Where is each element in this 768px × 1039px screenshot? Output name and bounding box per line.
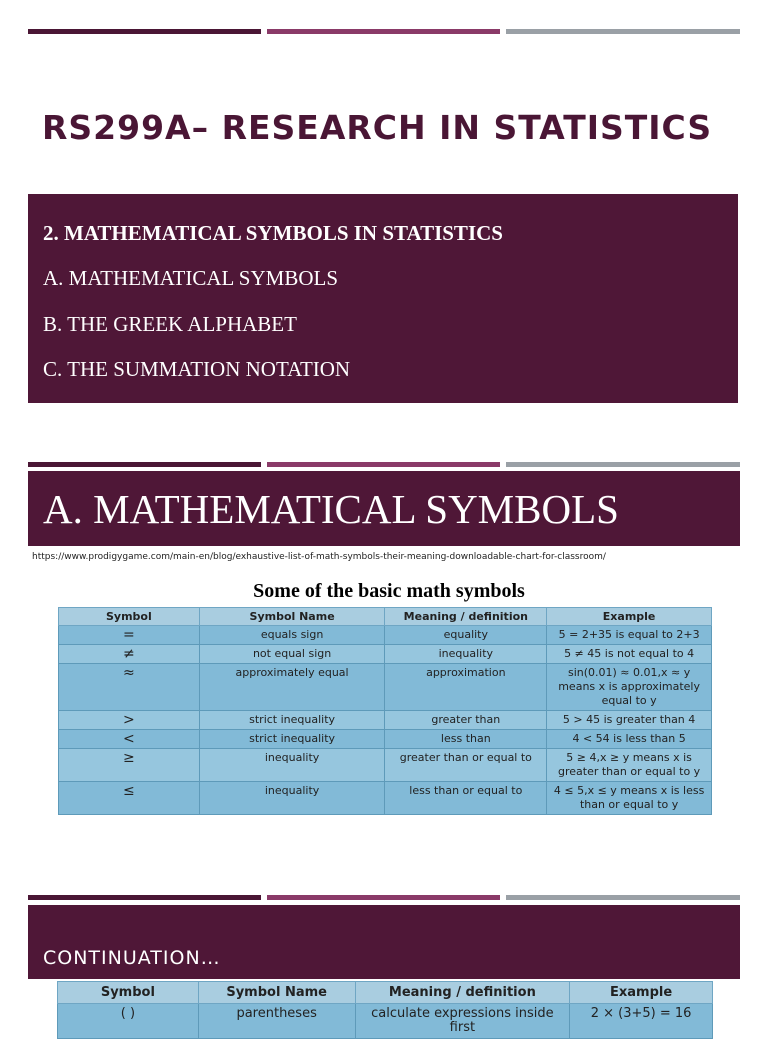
cell-symbol: > xyxy=(59,711,200,730)
table-row xyxy=(59,782,712,815)
outline-item: A. MATHEMATICAL SYMBOLS xyxy=(43,266,338,290)
cell-symbol-name: inequality xyxy=(199,749,385,782)
header-example: Example xyxy=(547,608,712,626)
cell-symbol-name: inequality xyxy=(199,782,385,815)
header-meaning: Meaning / definition xyxy=(385,608,547,626)
slide2-title-banner xyxy=(28,471,740,546)
header-symbol-name: Symbol Name xyxy=(198,982,355,1004)
cell-symbol: ≤ xyxy=(59,782,200,815)
cell-symbol: ≠ xyxy=(59,645,200,664)
cell-symbol: < xyxy=(59,730,200,749)
cell-meaning: equality xyxy=(385,626,547,645)
table-row xyxy=(59,626,712,645)
outline-item: B. THE GREEK ALPHABET xyxy=(43,312,297,336)
cell-symbol: ( ) xyxy=(58,1004,199,1039)
cell-example: 5 > 45 is greater than 4 xyxy=(547,711,712,730)
top-stripe-mid xyxy=(267,29,500,34)
cell-meaning: less than xyxy=(385,730,547,749)
cell-example: 4 ≤ 5,x ≤ y means x is less than or equal to y xyxy=(547,782,712,815)
outline-box xyxy=(28,194,738,403)
cell-symbol-name: strict inequality xyxy=(199,730,385,749)
slide2-stripe-dark xyxy=(28,462,261,467)
slide2-title: A. MATHEMATICAL SYMBOLS xyxy=(43,486,619,532)
cell-symbol-name: not equal sign xyxy=(199,645,385,664)
header-symbol: Symbol xyxy=(58,982,199,1004)
outline-item: C. THE SUMMATION NOTATION xyxy=(43,357,351,381)
continuation-table xyxy=(57,981,713,1039)
slide-title: RS299A– RESEARCH IN STATISTICS xyxy=(42,108,713,147)
symbols-table xyxy=(58,607,712,815)
cell-example: 5 ≠ 45 is not equal to 4 xyxy=(547,645,712,664)
table-row xyxy=(58,1004,713,1039)
table-caption: Some of the basic math symbols xyxy=(253,580,525,602)
table-header-row xyxy=(59,608,712,626)
slide3-title: CONTINUATION… xyxy=(43,947,221,969)
cell-example: 4 < 54 is less than 5 xyxy=(547,730,712,749)
table-row xyxy=(59,645,712,664)
slide3-stripe-dark xyxy=(28,895,261,900)
slide3-stripe-mid xyxy=(267,895,500,900)
cell-meaning: inequality xyxy=(385,645,547,664)
cell-example: 2 × (3+5) = 16 xyxy=(570,1004,713,1039)
top-stripe-dark xyxy=(28,29,261,34)
header-symbol-name: Symbol Name xyxy=(199,608,385,626)
slide3-title-banner xyxy=(28,905,740,979)
slide3-stripe-gray xyxy=(506,895,740,900)
cell-example: 5 = 2+35 is equal to 2+3 xyxy=(547,626,712,645)
table-row xyxy=(59,664,712,711)
table-row xyxy=(59,730,712,749)
slide2-stripe-mid xyxy=(267,462,500,467)
cell-symbol-name: approximately equal xyxy=(199,664,385,711)
top-stripe-gray xyxy=(506,29,740,34)
cell-symbol-name: equals sign xyxy=(199,626,385,645)
header-meaning: Meaning / definition xyxy=(355,982,570,1004)
slide2-stripe-gray xyxy=(506,462,740,467)
table-row xyxy=(59,749,712,782)
table-header-row xyxy=(58,982,713,1004)
cell-meaning: greater than or equal to xyxy=(385,749,547,782)
cell-example: sin(0.01) ≈ 0.01,x ≈ y means x is approximately equal to y xyxy=(547,664,712,711)
cell-meaning: calculate expressions inside first xyxy=(355,1004,570,1039)
source-link[interactable]: https://www.prodigygame.com/main-en/blog/exhaustive-list-of-math-symbols-their-meaning-downloadable-chart-for-classroom/ xyxy=(32,552,606,562)
outline-item: 2. MATHEMATICAL SYMBOLS IN STATISTICS xyxy=(43,221,503,245)
cell-meaning: approximation xyxy=(385,664,547,711)
cell-meaning: less than or equal to xyxy=(385,782,547,815)
cell-example: 5 ≥ 4,x ≥ y means x is greater than or equal to y xyxy=(547,749,712,782)
cell-symbol: = xyxy=(59,626,200,645)
cell-symbol-name: strict inequality xyxy=(199,711,385,730)
table-row xyxy=(59,711,712,730)
cell-symbol-name: parentheses xyxy=(198,1004,355,1039)
cell-symbol: ≥ xyxy=(59,749,200,782)
cell-symbol: ≈ xyxy=(59,664,200,711)
header-symbol: Symbol xyxy=(59,608,200,626)
header-example: Example xyxy=(570,982,713,1004)
cell-meaning: greater than xyxy=(385,711,547,730)
